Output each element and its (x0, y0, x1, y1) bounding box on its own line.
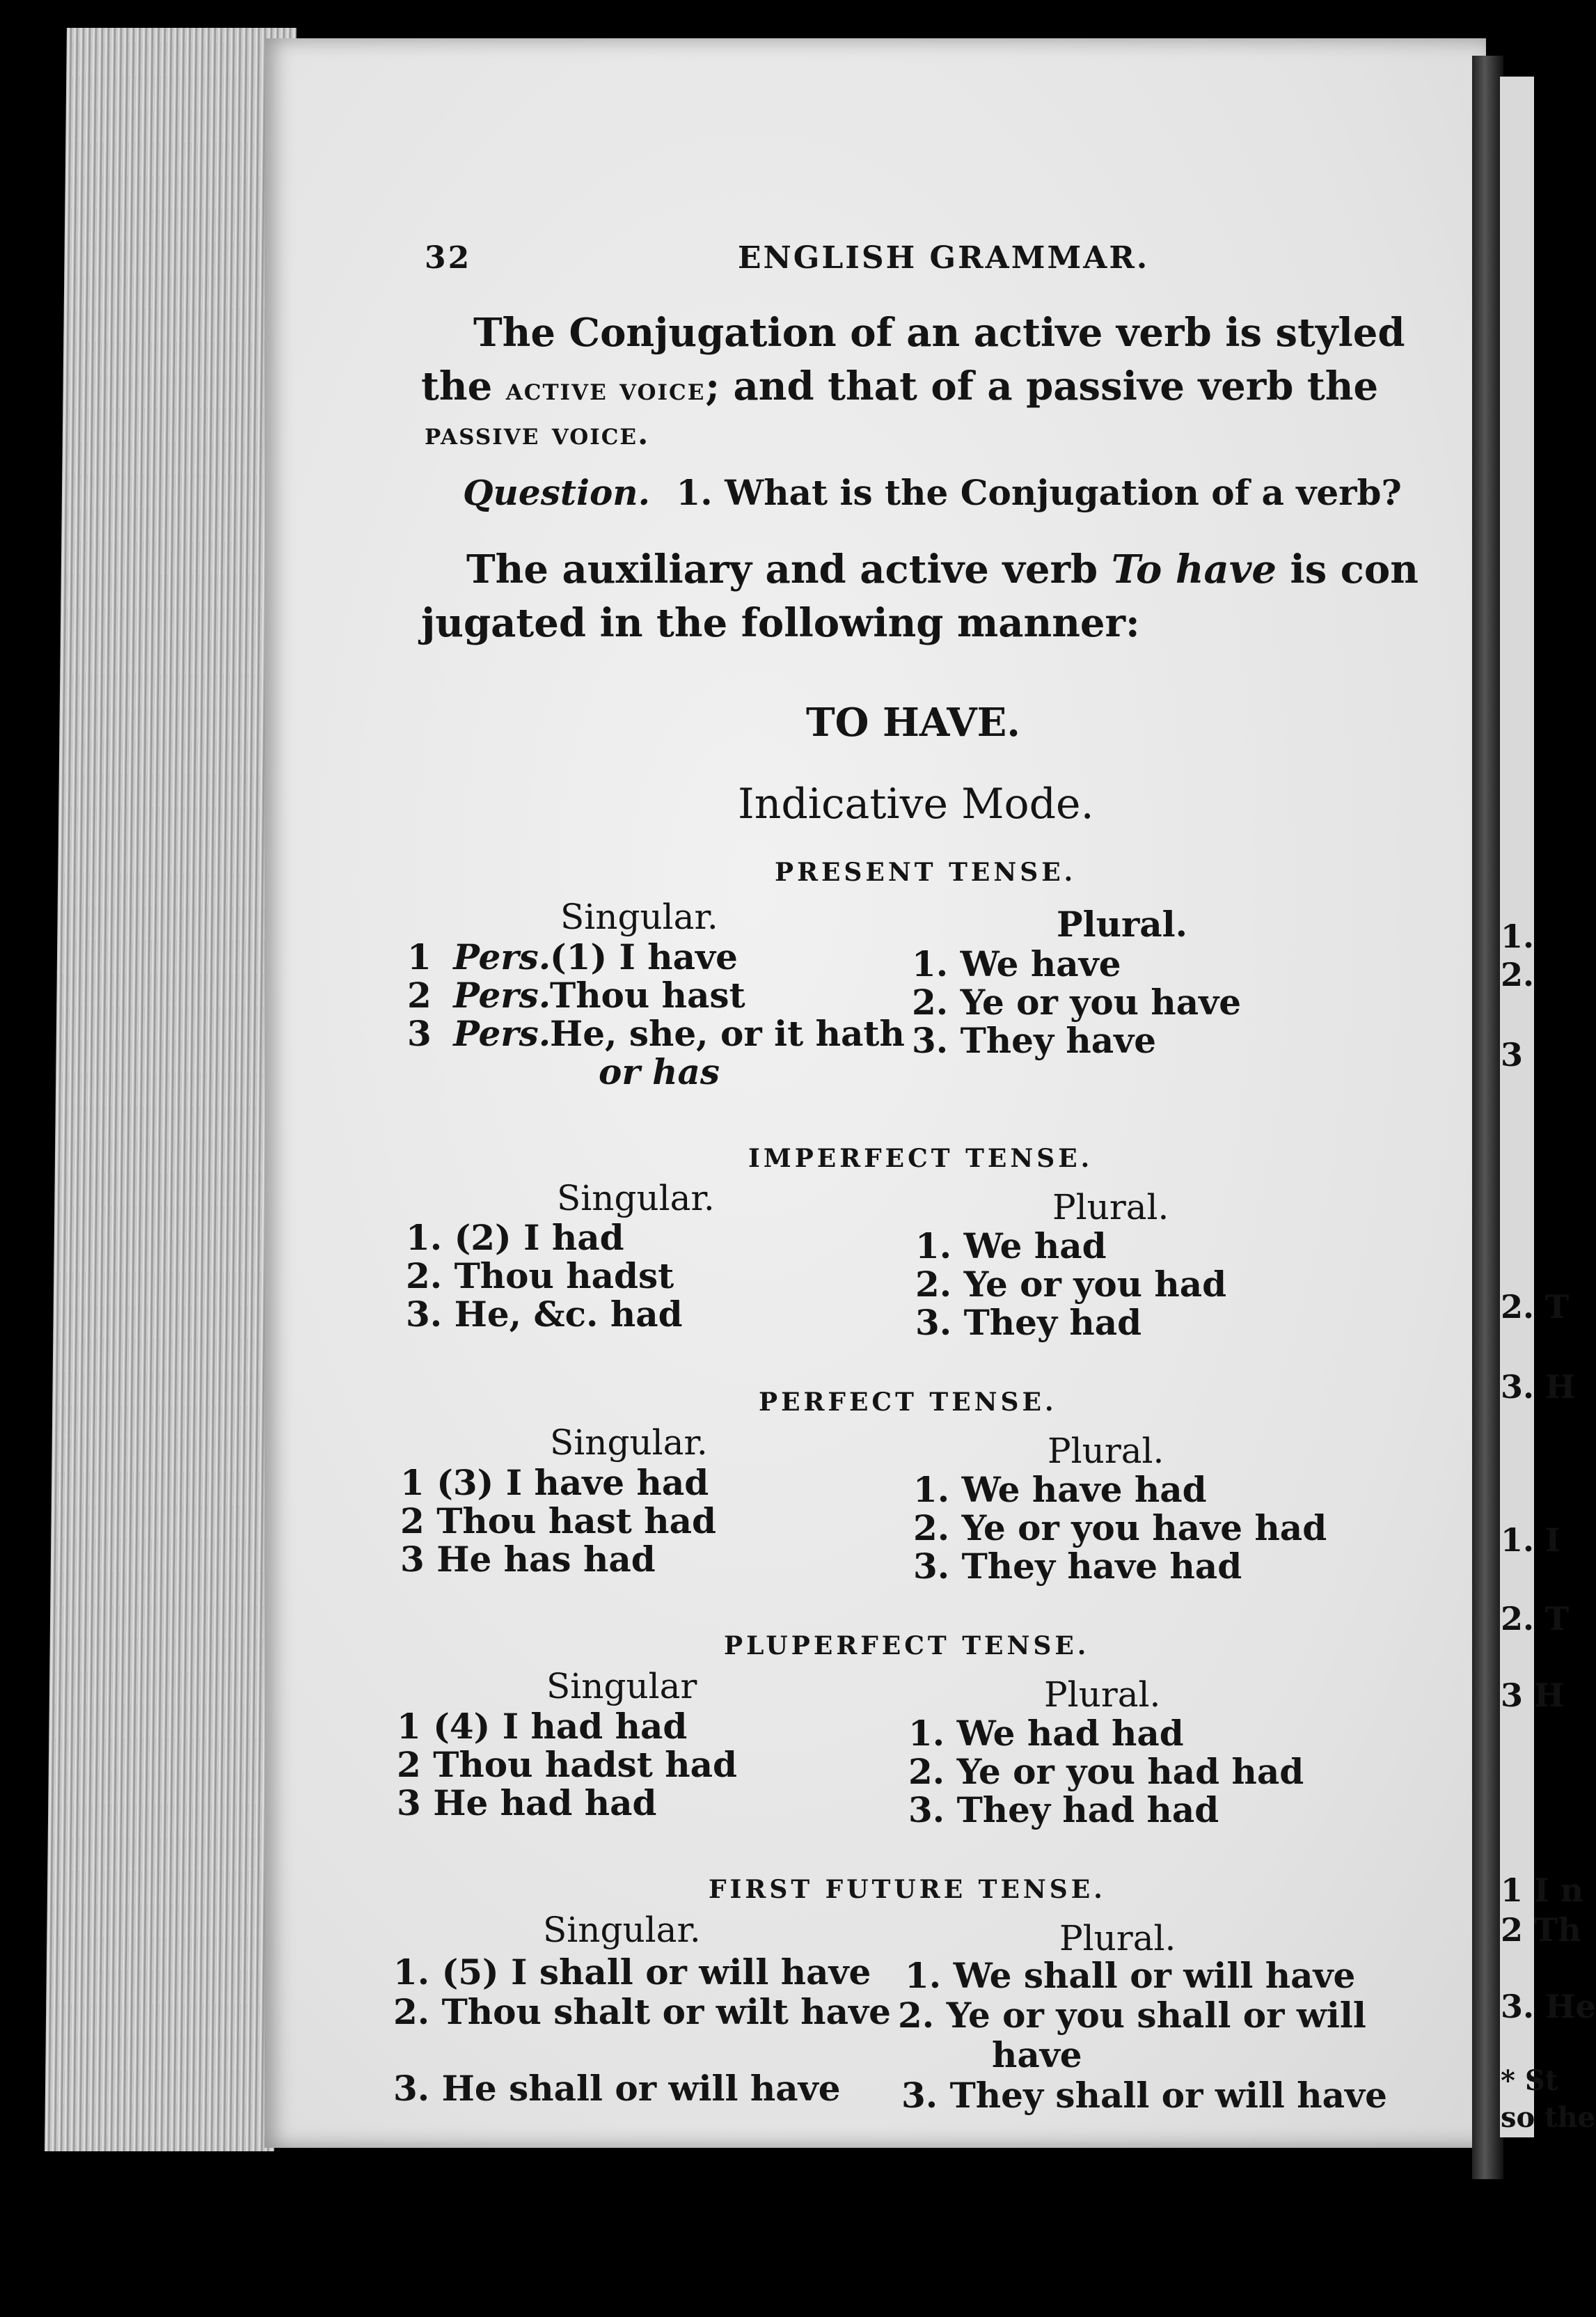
singular-form: 3 He has had (400, 1539, 656, 1580)
plural-heading: Plural. (1048, 1431, 1164, 1471)
question-text: 1. What is the Conjugation of a verb? (676, 472, 1402, 513)
plural-form: 2. Ye or you shall or will (898, 1995, 1366, 2036)
singular-form: 2. Thou shalt or wilt have (393, 1991, 891, 2032)
passive-voice-term: passive voice. (425, 416, 650, 452)
plural-form: 1. We shall or will have (905, 1955, 1356, 1996)
tense-heading: PRESENT TENSE. (775, 858, 1077, 887)
plural-form: 3. They have (912, 1020, 1157, 1061)
singular-form: He, she, or it hath (550, 1013, 905, 1054)
number: 2 (407, 975, 432, 1016)
singular-form: 2 Thou hast had (400, 1500, 716, 1541)
singular-form: 3 He had had (397, 1782, 657, 1823)
singular-form: 3. He shall or will have (393, 2068, 841, 2109)
verb-term: To have (1111, 547, 1277, 592)
tense-heading: IMPERFECT TENSE. (748, 1144, 1093, 1173)
singular-row (407, 1013, 551, 1054)
plural-form: 1. We had had (908, 1713, 1184, 1754)
plural-form: 3. They had (915, 1302, 1142, 1343)
facing-page-fragment: 3 (1501, 1036, 1524, 1074)
facing-page-fragment: 3. He (1501, 1988, 1596, 2025)
mode-heading: Indicative Mode. (738, 780, 1094, 828)
paragraph-2-line-1 (466, 547, 1419, 592)
singular-heading: Singular (546, 1666, 697, 1706)
singular-heading: Singular. (560, 897, 718, 937)
singular-heading: Singular. (543, 1910, 701, 1950)
plural-form: 2. Ye or you had (915, 1264, 1227, 1305)
tense-heading: FIRST FUTURE TENSE. (709, 1875, 1106, 1904)
text: ; and that of a passive verb the (705, 363, 1379, 409)
number: 3 (407, 1013, 432, 1054)
plural-form: 1. We have had (913, 1469, 1207, 1510)
facing-page-fragment: 2. T (1501, 1288, 1570, 1326)
facing-page-fragment: 1 I n (1501, 1871, 1583, 1909)
singular-form: 1 (3) I have had (400, 1462, 709, 1503)
question-label: Question. (463, 472, 651, 513)
singular-heading: Singular. (550, 1422, 708, 1463)
plural-form: 2. Ye or you have (912, 982, 1242, 1023)
paragraph-2-line-2: jugated in the following manner: (421, 600, 1140, 646)
text: the (421, 363, 493, 409)
text: is con (1290, 547, 1419, 592)
facing-page-fragment: 1. (1501, 918, 1535, 955)
plural-form: 2. Ye or you had had (908, 1751, 1304, 1792)
singular-form: 1. (2) I had (406, 1217, 624, 1258)
tense-heading: PLUPERFECT TENSE. (724, 1631, 1090, 1660)
active-voice-term: active voice (505, 372, 706, 407)
text: The auxiliary and active verb (466, 547, 1098, 592)
person-label: Pers. (453, 975, 551, 1016)
plural-heading: Plural. (1052, 1187, 1169, 1227)
plural-form: 1. We have (912, 943, 1121, 984)
tense-heading: PERFECT TENSE. (759, 1388, 1057, 1417)
paragraph-1-line-2 (421, 363, 1378, 409)
page-number: 32 (425, 240, 472, 276)
singular-heading: Singular. (557, 1178, 715, 1218)
section-title: TO HAVE. (806, 700, 1020, 746)
plural-heading: Plural. (1057, 904, 1188, 945)
question-line (463, 472, 1402, 513)
plural-form-continuation: have (992, 2034, 1082, 2075)
number: 1 (407, 936, 432, 977)
singular-row (407, 936, 551, 977)
singular-form-continuation: or has (599, 1051, 720, 1092)
facing-page-fragment: 3. H (1501, 1368, 1576, 1406)
singular-form: Thou hast (550, 975, 745, 1016)
singular-form: 3. He, &c. had (406, 1294, 683, 1335)
facing-page-fragment: 2. (1501, 956, 1535, 993)
plural-form: 2. Ye or you have had (913, 1507, 1327, 1548)
singular-form: 1 (4) I had had (397, 1706, 688, 1747)
plural-form: 3. They had had (908, 1789, 1219, 1830)
plural-heading: Plural. (1044, 1674, 1161, 1715)
person-label: Pers. (453, 936, 551, 977)
singular-form: 2. Thou hadst (406, 1255, 674, 1296)
running-title: ENGLISH GRAMMAR. (738, 240, 1150, 276)
singular-form: (1) I have (550, 936, 738, 977)
facing-page-fragment: 3 H (1501, 1676, 1565, 1714)
facing-page-fragment: so the (1501, 2101, 1596, 2134)
singular-row (407, 975, 551, 1016)
plural-form: 3. They shall or will have (901, 2075, 1387, 2116)
singular-form: 1. (5) I shall or will have (393, 1951, 871, 1993)
facing-page-fragment: 2 Th (1501, 1911, 1581, 1949)
paragraph-1-line-1: The Conjugation of an active verb is styled (473, 310, 1405, 356)
plural-form: 3. They have had (913, 1546, 1242, 1587)
singular-form: 2 Thou hadst had (397, 1744, 737, 1785)
person-label: Pers. (453, 1013, 551, 1054)
plural-form: 1. We had (915, 1225, 1107, 1266)
facing-page-fragment: 1. I (1501, 1521, 1561, 1559)
plural-heading: Plural. (1059, 1918, 1176, 1958)
facing-page-fragment: 2. T (1501, 1600, 1570, 1637)
facing-page-fragment: * St (1501, 2064, 1558, 2097)
